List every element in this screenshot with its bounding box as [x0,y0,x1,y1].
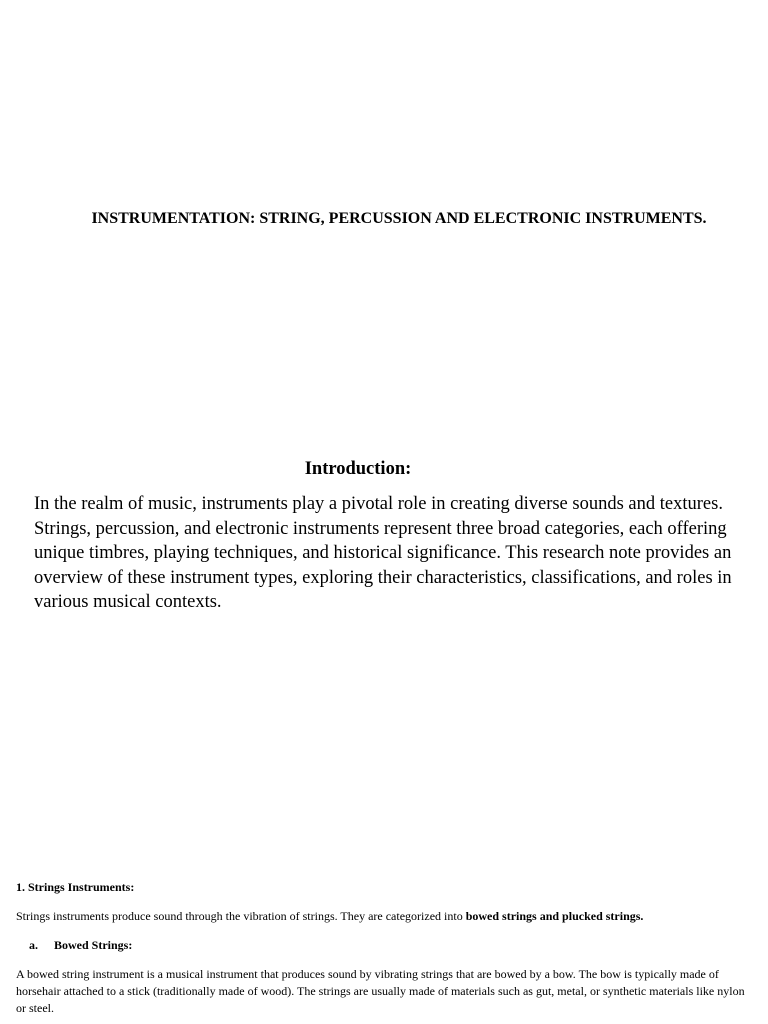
strings-section-lead-text: Strings instruments produce sound through the vibration of strings. They are categorized into [16,909,466,923]
bowed-strings-heading-label: Bowed Strings: [54,938,133,952]
document-title: INSTRUMENTATION: STRING, PERCUSSION AND ELECTRONIC INSTRUMENTS. [91,210,707,227]
bowed-strings-paragraph: A bowed string instrument is a musical instrument that produces sound by vibrating strings that are bowed by a bow. The bow is typically made of horsehair attached to a stick (traditionally made of wood). The strings are usually made of materials such as gut, metal, or synthetic materials like nylon or steel. [16,967,745,1015]
strings-section-heading: 1. Strings Instruments: [16,880,135,894]
introduction-heading: Introduction: [304,459,412,479]
introduction-paragraph: In the realm of music, instruments play a pivotal role in creating diverse sounds and textures. Strings, percussion, and electronic instruments represent three broad categories, each offering unique timbres, playing techniques, and historical significance. This research note provides an overview of these instrument types, exploring their characteristics, classifications, and roles in various musical contexts. [34,494,732,613]
strings-section-emphasis-text: bowed strings and plucked strings. [465,909,644,923]
bowed-strings-heading [29,937,132,953]
strings-section-paragraph [16,908,756,924]
list-marker: a. [29,938,38,952]
